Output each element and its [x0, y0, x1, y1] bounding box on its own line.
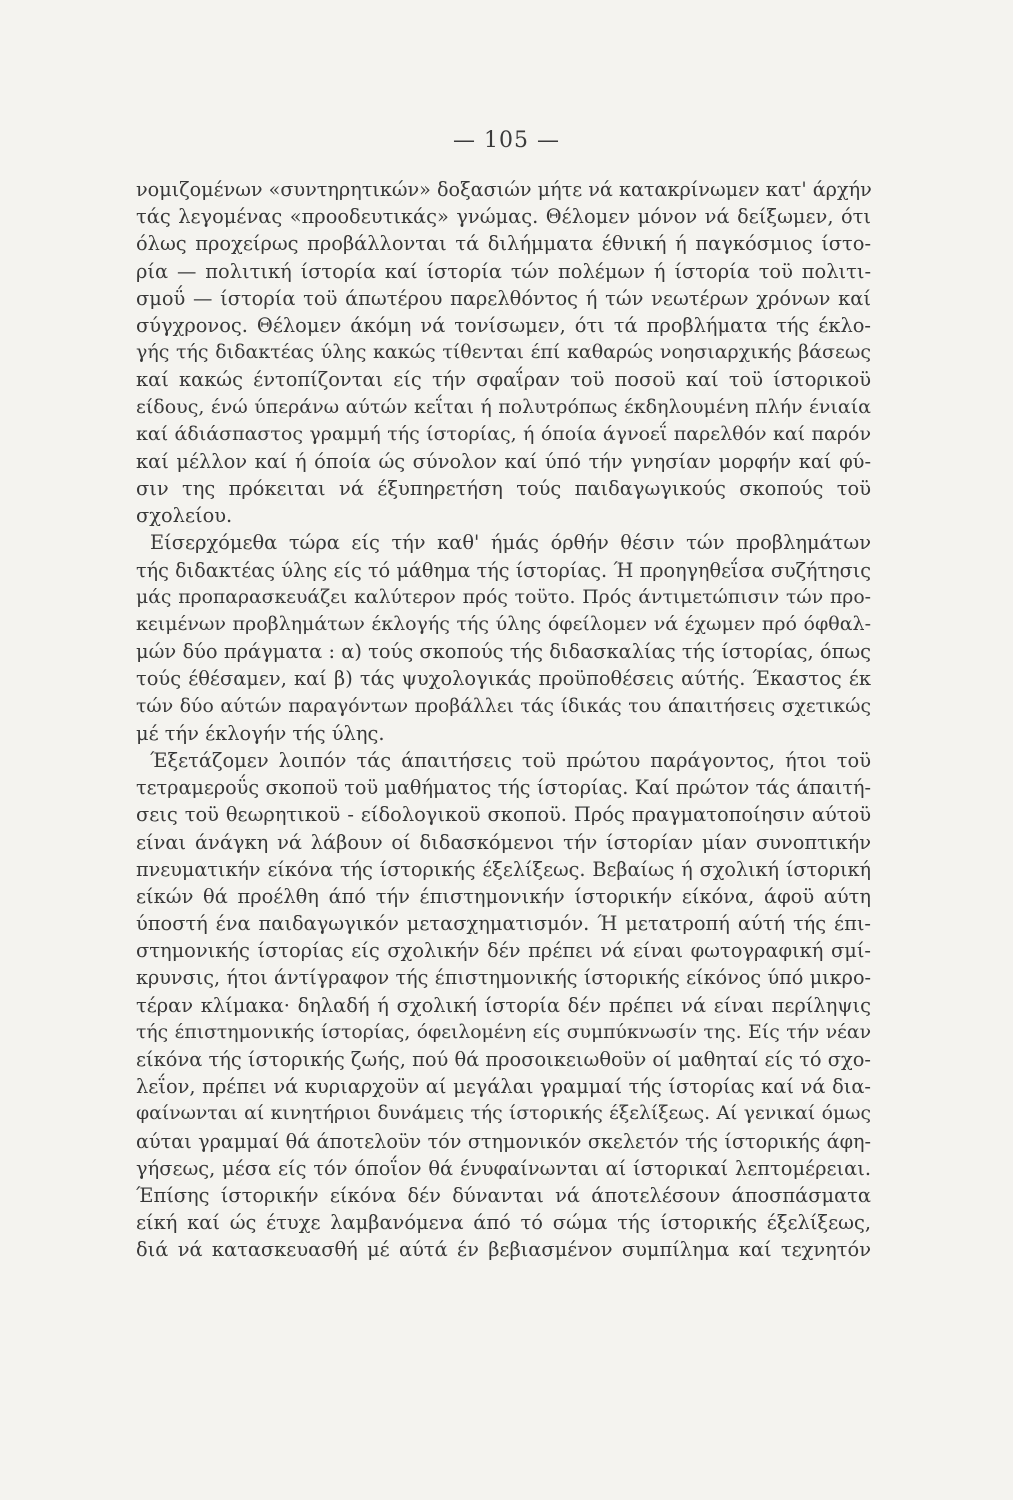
text-line: σιν της πρόκειται νά έξυπηρετήση τούς παιδαγωγικούς σκοπούς τοϋ — [136, 477, 871, 501]
text-line: καί μέλλον καί ή όποία ώς σύνολον καί ύπό τήν γνησίαν μορφήν καί φύ- — [136, 449, 871, 473]
text-line: τέραν κλίμακα· δηλαδή ή σχολική ίστορία δέν πρέπει νά είναι περίληψις — [136, 993, 871, 1017]
text-line: τής έπιστημονικής ίστορίας, όφειλομένη είς συμπύκνωσίν της. Είς τήν νέαν — [136, 1021, 871, 1043]
body-text — [136, 176, 871, 1264]
text-line: τάς λεγομένας «προοδευτικάς» γνώμας. Θέλομεν μόνον νά δείξωμεν, ότι — [136, 205, 871, 229]
text-line: είκή καί ώς έτυχε λαμβανόμενα άπό τό σώμα τής ίστορικής έξελίξεως, — [136, 1211, 871, 1235]
text-line: τών δύο αύτών παραγόντων προβάλλει τάς ίδικάς του άπαιτήσεις σχετικώς — [136, 695, 871, 717]
text-line: είκόνα τής ίστορικής ζωής, πού θά προσοικειωθοϋν οί μαθηταί είς τό σχο- — [136, 1048, 871, 1071]
text-line: Έπίσης ίστορικήν είκόνα δέν δύνανται νά άποτελέσουν άποσπάσματα — [136, 1183, 871, 1207]
text-line: κρυνσις, ήτοι άντίγραφον τής έπιστημονικής ίστορικής είκόνος ύπό μικρο- — [136, 966, 871, 990]
text-line: γήσεως, μέσα είς τόν όποΐον θά ένυφαίνωνται αί ίστορικαί λεπτομέρειαι. — [136, 1156, 871, 1180]
text-line: κειμένων προβλημάτων έκλογής τής ύλης όφείλομεν νά έχωμεν πρό όφθαλ- — [136, 613, 871, 635]
text-line: στημονικής ίστορίας είς σχολικήν δέν πρέπει νά είναι φωτογραφική σμί- — [136, 939, 871, 963]
text-line: Είσερχόμεθα τώρα είς τήν καθ' ήμάς όρθήν θέσιν τών προβλημάτων — [150, 531, 871, 555]
text-line: γής τής διδακτέας ύλης κακώς τίθενται έπί καθαρώς νοησιαρχικής βάσεως — [136, 341, 871, 364]
text-line: καί κακώς έντοπίζονται είς τήν σφαΐραν τοϋ ποσοϋ καί τοϋ ίστορικοϋ — [136, 368, 871, 392]
text-line: Έξετάζομεν λοιπόν τάς άπαιτήσεις τοϋ πρώτου παράγοντος, ήτοι τοϋ — [150, 748, 871, 772]
text-line: φαίνωνται αί κινητήριοι δυνάμεις τής ίστορικής έξελίξεως. Αί γενικαί όμως — [136, 1103, 871, 1125]
text-line: καί άδιάσπαστος γραμμή τής ίστορίας, ή όποία άγνοεΐ παρελθόν καί παρόν — [136, 422, 871, 445]
text-line: είδους, ένώ ύπεράνω αύτών κεΐται ή πολυτρόπως έκδηλουμένη πλήν ένιαία — [136, 395, 871, 418]
text-line: τούς έθέσαμεν, καί β) τάς ψυχολογικάς προϋποθέσεις αύτής. Έκαστος έκ — [136, 667, 871, 691]
text-line: τής διδακτέας ύλης είς τό μάθημα τής ίστορίας. Ή προηγηθεΐσα συζήτησις — [136, 558, 871, 582]
text-line: είκών θά προέλθη άπό τήν έπιστημονικήν ίστορικήν είκόνα, άφοϋ αύτη — [136, 884, 871, 908]
text-line: σμοΰ — ίστορία τοϋ άπωτέρου παρελθόντος ή τών νεωτέρων χρόνων καί — [136, 286, 871, 310]
text-line: ρία — πολιτική ίστορία καί ίστορία τών πολέμων ή ίστορία τοϋ πολιτι- — [136, 259, 871, 283]
page-number: — 105 — — [453, 128, 560, 153]
text-line: σύγχρονος. Θέλομεν άκόμη νά τονίσωμεν, ότι τά προβλήματα τής έκλο- — [136, 313, 871, 337]
text-line: λεΐον, πρέπει νά κυριαρχοϋν αί μεγάλαι γραμμαί τής ίστορίας καί νά δια- — [136, 1075, 871, 1099]
text-line: αύται γραμμαί θά άποτελοϋν τόν στημονικόν σκελετόν τής ίστορικής άφη- — [136, 1129, 871, 1153]
text-line: διά νά κατασκευασθή μέ αύτά έν βεβιασμένον συμπίλημα καί τεχνητόν — [136, 1238, 871, 1262]
text-line: είναι άνάγκη νά λάβουν οί διδασκόμενοι τήν ίστορίαν μίαν συνοπτικήν — [136, 830, 871, 854]
text-line: σχολείου. — [136, 504, 233, 528]
text-line: τετραμεροΰς σκοποϋ τοϋ μαθήματος τής ίστορίας. Καί πρώτον τάς άπαιτή- — [136, 776, 871, 800]
text-line: μάς προπαρασκευάζει καλύτερον πρός τοϋτο. Πρός άντιμετώπισιν τών προ- — [136, 586, 871, 608]
text-line: σεις τοϋ θεωρητικοϋ - είδολογικοϋ σκοποϋ. Πρός πραγματοποίησιν αύτοϋ — [136, 803, 871, 827]
text-line: ύποστή ένα παιδαγωγικόν μετασχηματισμόν. Ή μετατροπή αύτή τής έπι- — [136, 912, 871, 936]
text-line: μέ τήν έκλογήν τής ύλης. — [136, 721, 385, 745]
text-line: πνευματικήν είκόνα τής ίστορικής έξελίξεως. Βεβαίως ή σχολική ίστορική — [136, 857, 871, 881]
text-line: όλως προχείρως προβάλλονται τά διλήμματα έθνική ή παγκόσμιος ίστο- — [136, 232, 871, 256]
text-line: μών δύο πράγματα : α) τούς σκοπούς τής διδασκαλίας τής ίστορίας, όπως — [136, 640, 871, 664]
text-line: νομιζομένων «συντηρητικών» δοξασιών μήτε νά κατακρίνωμεν κατ' άρχήν — [136, 178, 872, 201]
